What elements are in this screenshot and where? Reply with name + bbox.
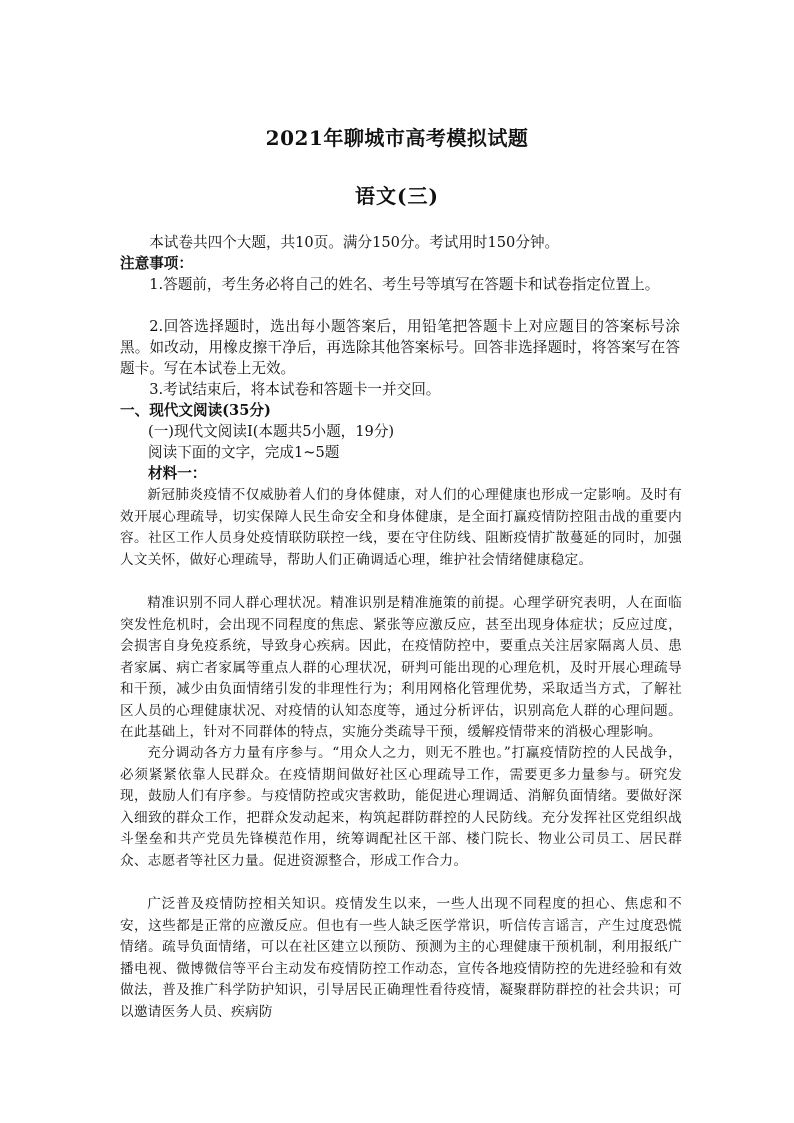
passage-paragraph-3: 充分调动各方力量有序参与。“用众人之力，则无不胜也。”打赢疫情防控的人民战争，必须紧紧依靠人民群众。在疫情期间做好社区心理疏导工作，需要更多力量参与。研究发现，鼓励人们有序参。与疫情防控或灾害救助，能促进心理调适、消解负面情绪。要做好深入细致的群众工作，把群众发动起来，构筑起群防群控的人民防线。充分发挥社区党组织战斗堡垒和共产党员先锋模范作用，统筹调配社区干部、楼门院长、物业公司员工、居民群众、志愿者等社区力量。促进资源整合，形成工作合力。	[120, 745, 682, 869]
passage-paragraph-1: 新冠肺炎疫情不仅威胁着人们的身体健康，对人们的心理健康也形成一定影响。及时有效开展心理疏导，切实保障人民生命安全和身体健康，是全面打赢疫情防控阻击战的重要内容。社区工作人员身处疫情联防联控一线，要在守住防线、阻断疫情扩散蔓延的同时，加强人文关怀，做好心理疏导，帮助人们正确调适心理，维护社会情绪健康稳定。	[120, 487, 682, 568]
notice-item-2: 2.回答选择题时，选出每小题答案后，用铅笔把答题卡上对应题目的答案标号涂黑。如改动，用橡皮擦干净后，再选除其他答案标号。回答非选择题时，将答案写在答题卡。写在本试卷上无效。	[120, 318, 680, 377]
notice-item-1: 1.答题前，考生务必将自己的姓名、考生号等填写在答题卡和试卷指定位置上。	[149, 276, 660, 293]
reading-instruction: 阅读下面的文字，完成1~5题	[148, 444, 340, 461]
exam-intro: 本试卷共四个大题，共10页。满分150分。考试用时150分钟。	[149, 234, 560, 251]
notice-item-3: 3.考试结束后，将本试卷和答题卡一并交回。	[149, 381, 441, 398]
material-label: 材料一：	[148, 465, 207, 482]
notice-heading: 注意事项：	[120, 255, 193, 272]
exam-title: 2021年聊城市高考模拟试题	[265, 126, 529, 150]
exam-subject: 语文(三)	[355, 184, 439, 208]
passage-paragraph-4: 广泛普及疫情防控相关知识。疫情发生以来，一些人出现不同程度的担心、焦虑和不安，这些都是正常的应激反应。但也有一些人缺乏医学常识，听信传言谣言，产生过度恐慌情绪。疏导负面情绪，可以在社区建立以预防、预测为主的心理健康干预机制，利用报纸广播电视、微博微信等平台主动发布疫情防控工作动态，宣传各地疫情防控的先进经验和有效做法，普及推广科学防护知识，引导居民正确理性看待疫情，凝聚群防群控的社会共识；可以邀请医务人员、疾病防	[120, 896, 682, 1020]
subsection-heading: (一)现代文阅读Ⅰ(本题共5小题，19分)	[148, 423, 395, 440]
section-heading: 一、现代文阅读(35分)	[120, 402, 271, 419]
passage-paragraph-2: 精准识别不同人群心理状况。精准识别是精准施策的前提。心理学研究表明，人在面临突发性危机时，会出现不同程度的焦虑、紧张等应激反应，甚至出现身体症状；反应过度，会损害自身免疫系统，导致身心疾病。因此，在疫情防控中，要重点关注居家隔离人员、患者家属、病亡者家属等重点人群的心理状况，研判可能出现的心理危机，及时开展心理疏导和干预，减少由负面情绪引发的非理性行为；利用网格化管理优势，采取适当方式，了解社区人员的心理健康状况、对疫情的认知态度等，通过分析评估，识别高危人群的心理问题。在此基础上，针对不同群体的特点，实施分类疏导干预，缓解疫情带来的消极心理影响。	[120, 595, 682, 740]
